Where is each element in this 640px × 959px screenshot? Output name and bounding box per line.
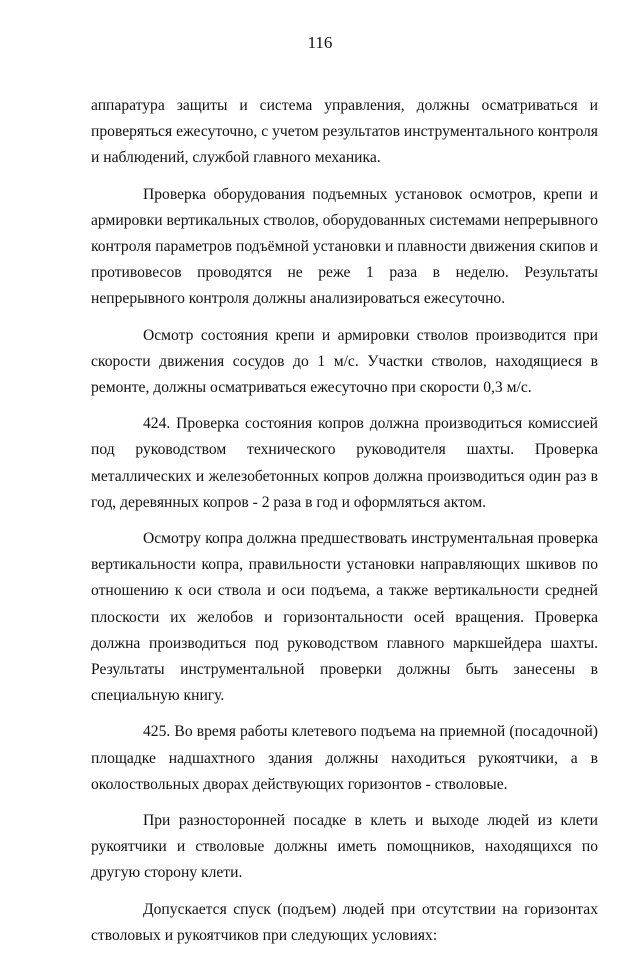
paragraph-4: 424. Проверка состояния копров должна производиться комиссией под руководством технического руководителя шахты. Проверка металлических и железобетонных копров должна производиться один раз в год, деревянных копров - 2 раза в год и оформляться актом. (91, 415, 598, 511)
paragraph-6: 425. Во время работы клетевого подъема на приемной (посадочной) площадке надшахтного здания должны находиться рукоятчики, а в околоствольных дворах действующих горизонтов - стволовые. (91, 723, 598, 793)
paragraph-3: Осмотр состояния крепи и армировки стволов производится при скорости движения сосудов до 1 м/с. Участки стволов, находящиеся в ремонте, должны осматриваться ежесуточно при скорости 0,3 м/с. (91, 326, 598, 397)
paragraph-7: При разносторонней посадке в клеть и выходе людей из клети рукоятчики и стволовые должны иметь помощников, находящихся по другую сторону клети. (91, 812, 598, 882)
document-body (91, 93, 598, 959)
paragraph-8: Допускается спуск (подъем) людей при отсутствии на горизонтах стволовых и рукоятчиков при следующих условиях: (91, 900, 598, 944)
paragraph-2: Проверка оборудования подъемных установок осмотров, крепи и армировки вертикальных стволов, оборудованных системами непрерывного контроля параметров подъёмной установки и плавности движения скипов и противовесов проводятся не реже 1 раза в неделю. Результаты непрерывного контроля должны анализироваться ежесуточно. (91, 185, 598, 308)
paragraph-1: аппаратура защиты и система управления, должны осматриваться и проверяться ежесуточно, с учетом результатов инструментального контроля и наблюдений, службой главного механика. (91, 97, 598, 167)
page-number: 116 (307, 33, 333, 52)
paragraph-5: Осмотру копра должна предшествовать инструментальная проверка вертикальности копра, правильности установки направляющих шкивов по отношению к оси ствола и оси подъема, а также вертикальности средней плоскости их желобов и горизонтальности осей вращения. Проверка должна производиться под руководством главного маркшейдера шахты. Результаты инструментальной проверки должны быть занесены в специальную книгу. (91, 530, 598, 705)
